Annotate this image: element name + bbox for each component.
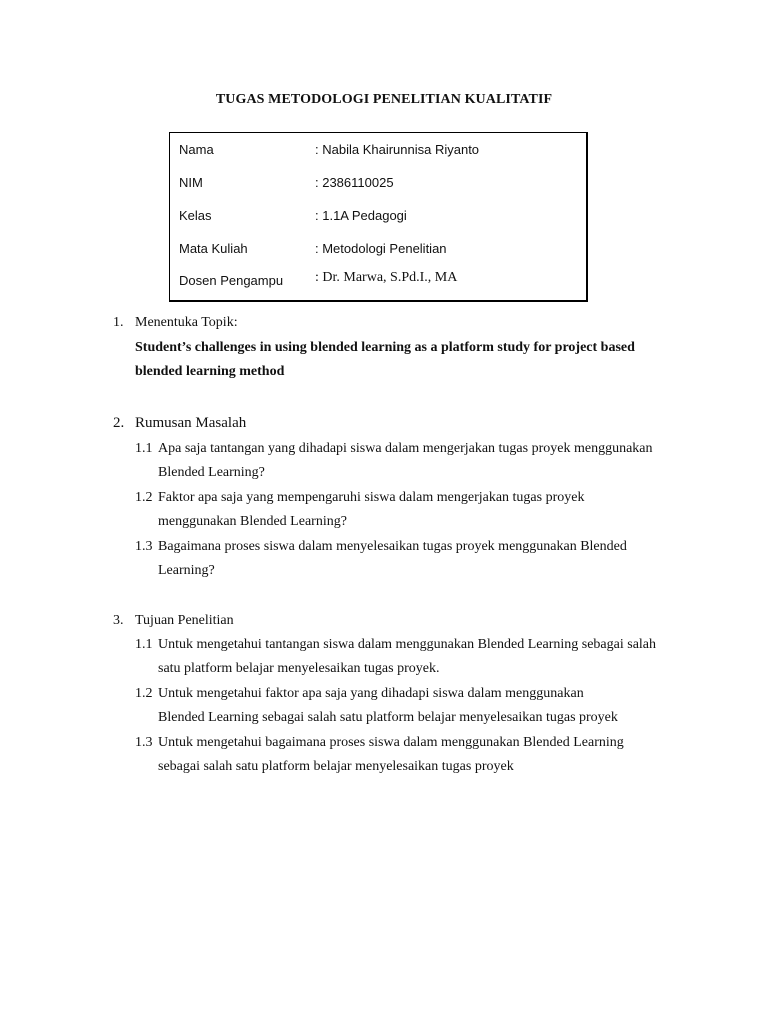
item-number: 1.3 [135,735,153,750]
info-row-class [179,206,579,226]
info-value: : 2386110025 [315,175,394,190]
section-number: 3. [113,613,124,628]
list-item [135,731,635,779]
list-item [135,535,665,583]
list-item [135,633,660,681]
item-number: 1.2 [135,686,153,701]
info-row-course [179,239,579,259]
item-number: 1.1 [135,441,153,456]
topic-text: Student’s challenges in using blended learning as a platform study for project based blended learning method [135,340,635,379]
section-title: Menentuka Topik: [135,315,238,330]
item-number: 1.1 [135,637,153,652]
section-number: 1. [113,315,124,330]
info-row-nim [179,173,579,193]
info-label: Mata Kuliah [179,241,248,256]
item-text: Faktor apa saja yang mempengaruhi siswa dalam mengerjakan tugas proyek menggunakan Blended Learning? [158,490,585,529]
list-item [135,682,625,730]
info-value: : Nabila Khairunnisa Riyanto [315,142,480,157]
item-number: 1.3 [135,539,153,554]
info-value: : 1.1A Pedagogi [315,208,407,223]
info-value: : Dr. Marwa, S.Pd.I., MA [315,270,458,285]
item-text: Untuk mengetahui tantangan siswa dalam menggunakan Blended Learning sebagai salah satu platform belajar menyelesaikan tugas proyek. [158,637,657,676]
item-text: Apa saja tantangan yang dihadapi siswa dalam mengerjakan tugas proyek menggunakan Blended Learning? [158,441,653,480]
section-title: Rumusan Masalah [135,415,247,431]
item-number: 1.2 [135,490,153,505]
document-title: TUGAS METODOLOGI PENELITIAN KUALITATIF [215,92,553,107]
list-item [135,486,665,534]
info-row-name [179,140,579,160]
info-label: Nama [179,142,214,157]
item-text: Untuk mengetahui bagaimana proses siswa dalam menggunakan Blended Learning sebagai salah satu platform belajar menyelesaikan tugas proyek [158,735,624,774]
section-title: Tujuan Penelitian [135,613,234,628]
info-row-lecturer [179,271,579,291]
info-label: NIM [179,175,203,190]
section-number: 2. [113,415,125,431]
student-info-box [169,132,588,302]
list-item [135,437,665,485]
item-text: Bagaimana proses siswa dalam menyelesaikan tugas proyek menggunakan Blended Learning? [158,539,627,578]
info-value: : Metodologi Penelitian [315,241,447,256]
info-label: Dosen Pengampu [179,273,284,288]
item-text: Untuk mengetahui faktor apa saja yang dihadapi siswa dalam menggunakan Blended Learning sebagai salah satu platform belajar menyelesaikan tugas proyek [158,686,618,725]
info-label: Kelas [179,208,212,223]
